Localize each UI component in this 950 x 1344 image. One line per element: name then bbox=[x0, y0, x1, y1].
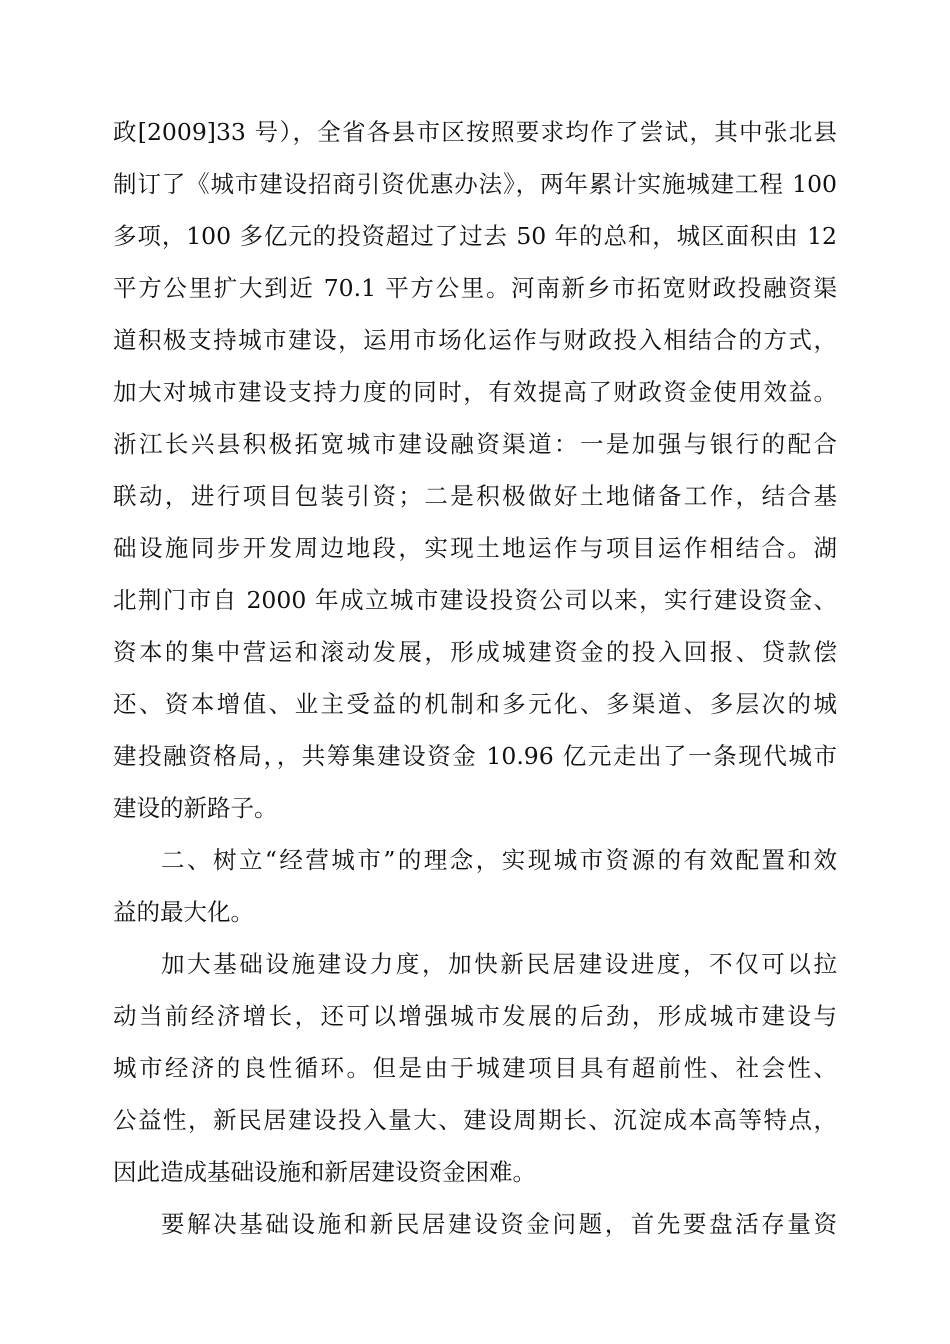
document-body bbox=[113, 106, 837, 1250]
text-line-21: 因此造成基础设施和新居建设资金困难。 bbox=[113, 1158, 536, 1186]
text-line-14: 建设的新路子。 bbox=[113, 794, 278, 822]
text-line-18: 动当前经济增长，还可以增强城市发展的后劲，形成城市建设与 bbox=[113, 1002, 837, 1030]
text-line-4: 平方公里扩大到近 70.1 平方公里。河南新乡市拓宽财政投融资渠 bbox=[113, 274, 837, 302]
text-line-7: 浙江长兴县积极拓宽城市建设融资渠道：一是加强与银行的配合 bbox=[113, 430, 837, 458]
text-line-8: 联动，进行项目包装引资；二是积极做好土地储备工作，结合基 bbox=[113, 482, 837, 510]
text-line-13: 建投融资格局，，共筹集建设资金 10.96 亿元走出了一条现代城市 bbox=[113, 742, 837, 770]
text-line-12: 还、资本增值、业主受益的机制和多元化、多渠道、多层次的城 bbox=[113, 690, 837, 718]
text-line-6: 加大对城市建设支持力度的同时，有效提高了财政资金使用效益。 bbox=[113, 378, 837, 406]
text-line-2: 制订了《城市建设招商引资优惠办法》，两年累计实施城建工程 100 bbox=[113, 170, 837, 198]
text-line-1: 政[2009]33 号），全省各县市区按照要求均作了尝试，其中张北县 bbox=[113, 118, 837, 146]
text-line-10: 北荆门市自 2000 年成立城市建设投资公司以来，实行建设资金、 bbox=[113, 586, 837, 614]
text-line-3: 多项，100 多亿元的投资超过了过去 50 年的总和，城区面积由 12 bbox=[113, 222, 837, 250]
text-line-11: 资本的集中营运和滚动发展，形成城建资金的投入回报、贷款偿 bbox=[113, 638, 837, 666]
section-heading-line-2: 益的最大化。 bbox=[113, 898, 254, 926]
text-line-19: 城市经济的良性循环。但是由于城建项目具有超前性、社会性、 bbox=[113, 1054, 837, 1082]
section-heading-line-1: 二、树立“经营城市”的理念，实现城市资源的有效配置和效 bbox=[161, 846, 837, 874]
text-line-9: 础设施同步开发周边地段，实现土地运作与项目运作相结合。湖 bbox=[113, 534, 837, 562]
text-line-22: 要解决基础设施和新民居建设资金问题，首先要盘活存量资 bbox=[161, 1210, 837, 1238]
text-line-20: 公益性，新民居建设投入量大、建设周期长、沉淀成本高等特点， bbox=[113, 1106, 837, 1134]
text-line-17: 加大基础设施建设力度，加快新民居建设进度，不仅可以拉 bbox=[161, 950, 837, 978]
text-line-5: 道积极支持城市建设，运用市场化运作与财政投入相结合的方式， bbox=[113, 326, 837, 354]
